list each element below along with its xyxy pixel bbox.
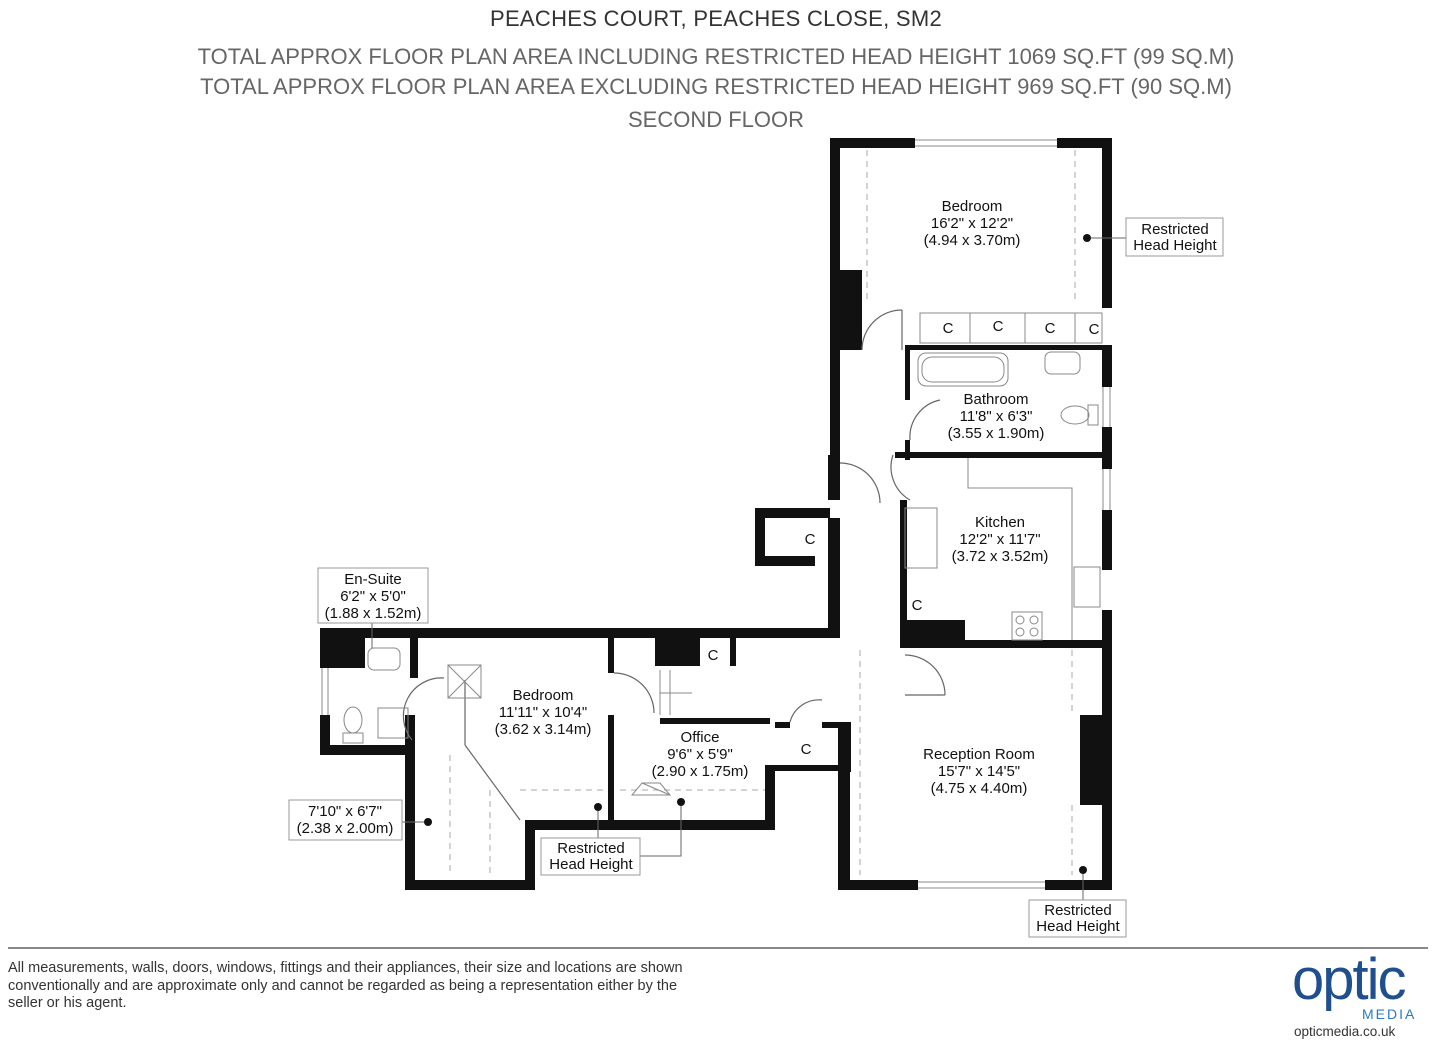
cupboard-label: C xyxy=(992,318,1004,335)
room-size-metric: (1.88 x 1.52m) xyxy=(324,605,422,622)
room-kitchen xyxy=(952,514,1049,565)
restricted-marker xyxy=(677,798,685,806)
room-alcove xyxy=(297,803,394,837)
floor-name: SECOND FLOOR xyxy=(627,107,805,132)
restricted-height-markers xyxy=(372,234,1126,900)
room-bedroom-1 xyxy=(924,198,1021,249)
cupboard-label: C xyxy=(800,741,812,758)
plan-title: PEACHES COURT, PEACHES CLOSE, SM2 xyxy=(489,6,943,31)
area-including-text: TOTAL APPROX FLOOR PLAN AREA INCLUDING RESTRICTED HEAD HEIGHT 1069 SQ.FT (99 SQ.M) xyxy=(197,44,1235,69)
doors xyxy=(403,310,945,820)
optic-media-logo xyxy=(1292,947,1432,1039)
logo-url: opticmedia.co.uk xyxy=(1294,1024,1396,1039)
room-size-metric: (4.94 x 3.70m) xyxy=(923,232,1021,249)
room-reception xyxy=(923,746,1035,797)
room-size-metric: (3.62 x 3.14m) xyxy=(494,721,592,738)
logo-subtitle: MEDIA xyxy=(1362,1006,1417,1022)
restricted-marker xyxy=(594,803,602,811)
room-size-metric: (4.75 x 4.40m) xyxy=(930,780,1028,797)
room-name: Bedroom xyxy=(941,198,1003,215)
cupboard-label: C xyxy=(707,647,719,664)
room-name: Kitchen xyxy=(974,514,1026,531)
room-office xyxy=(652,729,749,780)
room-size-imperial: 15'7" x 14'5" xyxy=(937,763,1021,780)
room-bathroom xyxy=(948,391,1045,442)
room-size-metric: (3.55 x 1.90m) xyxy=(947,425,1045,442)
room-size-imperial: 11'11" x 10'4" xyxy=(498,704,588,721)
restricted-label-line1: Restricted xyxy=(1044,902,1112,919)
restricted-label-line1: Restricted xyxy=(1141,221,1209,238)
restricted-label-line2: Head Height xyxy=(1036,918,1120,935)
cupboard-label: C xyxy=(911,597,923,614)
cupboard-label: C xyxy=(942,320,954,337)
room-name: Bathroom xyxy=(963,391,1029,408)
room-bedroom-2 xyxy=(495,687,592,738)
restricted-label-line2: Head Height xyxy=(549,856,633,873)
room-size-imperial: 12'2" x 11'7" xyxy=(959,531,1041,548)
restricted-label-line1: Restricted xyxy=(557,840,625,857)
room-name: Reception Room xyxy=(923,746,1035,763)
room-size-metric: (2.90 x 1.75m) xyxy=(651,763,749,780)
cupboard-label: C xyxy=(1088,321,1100,338)
room-name: En-Suite xyxy=(344,571,402,588)
restricted-marker xyxy=(424,818,432,826)
restricted-label-office xyxy=(549,840,633,873)
room-name: Office xyxy=(680,729,720,746)
logo-wordmark: optic xyxy=(1292,947,1405,1012)
room-size-imperial: 16'2" x 12'2" xyxy=(930,215,1014,232)
area-excluding-text: TOTAL APPROX FLOOR PLAN AREA EXCLUDING RESTRICTED HEAD HEIGHT 969 SQ.FT (90 SQ.M) xyxy=(200,74,1232,99)
disclaimer-text: All measurements, walls, doors, windows, fittings and their appliances, their size and locations are shown conventionally and are approximate only and cannot be regarded as being a representation either by the seller or his agent. xyxy=(8,960,683,1011)
room-size-metric: (2.38 x 2.00m) xyxy=(296,820,394,837)
room-size-imperial: 6'2" x 5'0" xyxy=(340,588,406,605)
room-size-imperial: 7'10" x 6'7" xyxy=(308,803,382,820)
cupboard-label: C xyxy=(804,531,816,548)
restricted-label-bedroom xyxy=(1133,221,1217,254)
room-size-imperial: 9'6" x 5'9" xyxy=(667,746,733,763)
restricted-label-reception xyxy=(1036,902,1120,935)
restricted-label-line2: Head Height xyxy=(1133,237,1217,254)
room-size-imperial: 11'8" x 6'3" xyxy=(959,408,1033,425)
room-name: Bedroom xyxy=(512,687,574,704)
room-size-metric: (3.72 x 3.52m) xyxy=(951,548,1049,565)
restricted-marker xyxy=(1079,866,1087,874)
restricted-marker xyxy=(1083,234,1091,242)
cupboard-label: C xyxy=(1044,320,1056,337)
footer-divider xyxy=(8,947,1428,949)
